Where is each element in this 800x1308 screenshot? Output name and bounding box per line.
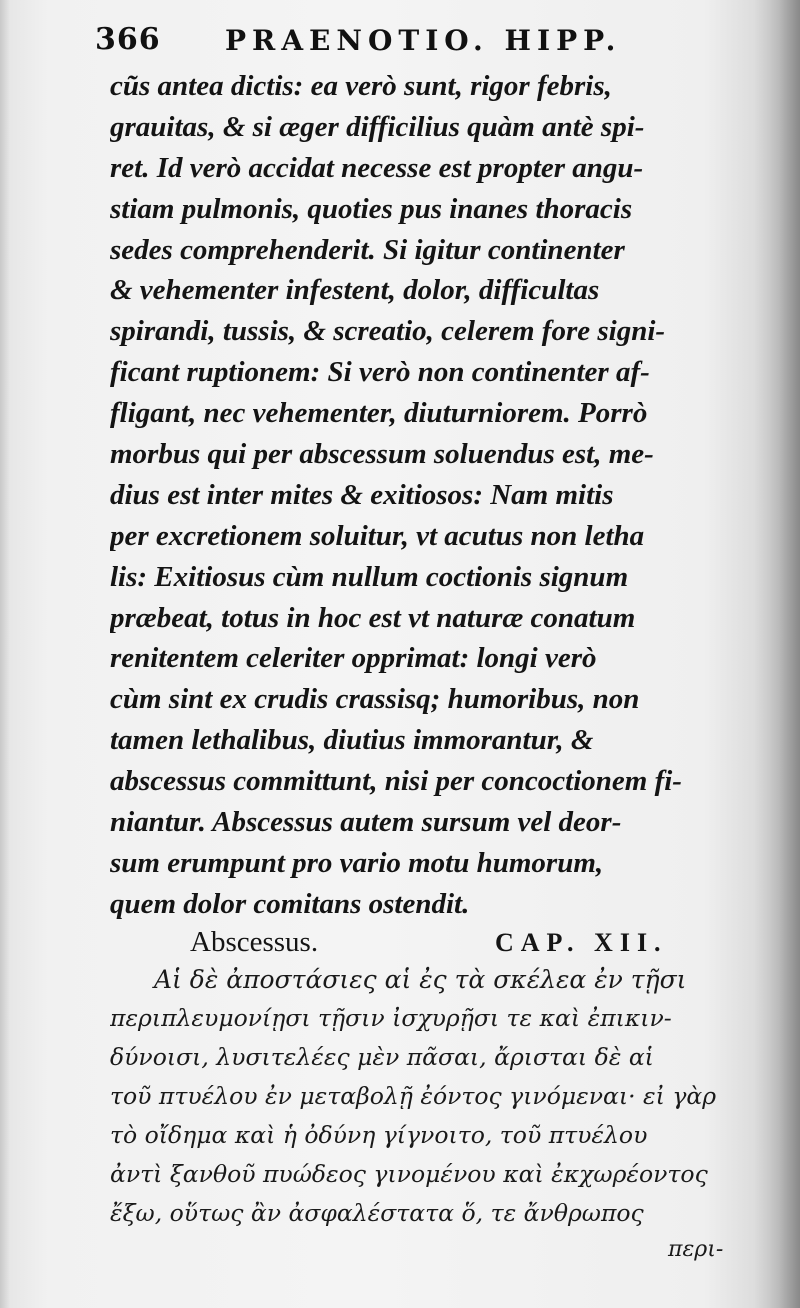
text-line: stiam pulmonis, quoties pus inanes thoracis [110,192,633,225]
greek-text-block [110,960,750,1233]
text-line: δύνοισι, λυσιτελέες μὲν πᾶσαι, ἄρισται δὲ αἱ [110,1043,654,1071]
text-line: spirandi, tussis, & screatio, celerem fore signi- [110,315,666,348]
text-line: tamen lethalibus, diutius immorantur, & [110,724,594,757]
text-line: sedes comprehenderit. Si igitur continenter [110,233,625,266]
section-heading [190,920,690,964]
chapter-label: CAP. XII. [495,928,668,957]
page-header [95,18,715,62]
text-line: cùm sint ex crudis crassisq; humoribus, non [110,683,640,716]
catchword: περι- [668,1237,724,1262]
text-line: περιπλευμονίῃσι τῇσιν ἰσχυρῇσι τε καὶ ἐπικιν- [110,1004,672,1032]
text-line: ἔξω, οὕτως ἂν ἀσφαλέστατα ὅ, τε ἄνθρωπος [110,1199,644,1227]
section-title: Abscessus. [190,926,319,958]
text-line: morbus qui per abscessum soluendus est, me- [110,438,654,471]
gutter-shadow [754,0,800,1308]
latin-text-block [110,66,750,925]
text-line: abscessus committunt, nisi per concoctionem fi- [110,765,682,798]
text-line: præbeat, totus in hoc est vt naturæ conatum [110,601,636,634]
text-line: per excretionem soluitur, vt acutus non letha [110,519,645,552]
page-number: 366 [95,22,161,57]
text-line: ἀντὶ ξανθοῦ πυώδεος γινομένου καὶ ἐκχωρέοντος [110,1160,708,1188]
text-line: ficant ruptionem: Si verò non continenter af- [110,356,650,389]
text-line: quem dolor comitans ostendit. [110,887,470,920]
text-line: sum erumpunt pro vario motu humorum, [110,846,604,879]
text-line: & vehementer infestent, dolor, difficultas [110,274,600,307]
text-line: ret. Id verò accidat necesse est propter angu- [110,151,644,184]
text-line: renitentem celeriter opprimat: longi verò [110,642,597,675]
text-line: τὸ οἴδημα καὶ ἡ ὀδύνη γίγνοιτο, τοῦ πτυέλου [110,1121,648,1149]
text-line: τοῦ πτυέλου ἐν μεταβολῇ ἐόντος γινόμεναι· εἰ γὰρ [110,1082,717,1110]
text-line: cũs antea dictis: ea verò sunt, rigor febris, [110,70,612,102]
page-edge-shadow [0,0,10,1308]
text-line: lis: Exitiosus cùm nullum coctionis signum [110,560,629,593]
text-line: Αἱ δὲ ἀποστάσιες αἱ ἐς τὰ σκέλεα ἐν τῇσι [154,965,687,994]
text-line: fligant, nec vehementer, diuturniorem. Porrò [110,397,648,430]
text-line: dius est inter mites & exitiosos: Nam mitis [110,478,614,511]
text-line: grauitas, & si æger difficilius quàm antè spi- [110,110,645,143]
text-line: niantur. Abscessus autem sursum vel deor- [110,806,622,839]
running-head: PRAENOTIO. HIPP. [225,24,622,57]
